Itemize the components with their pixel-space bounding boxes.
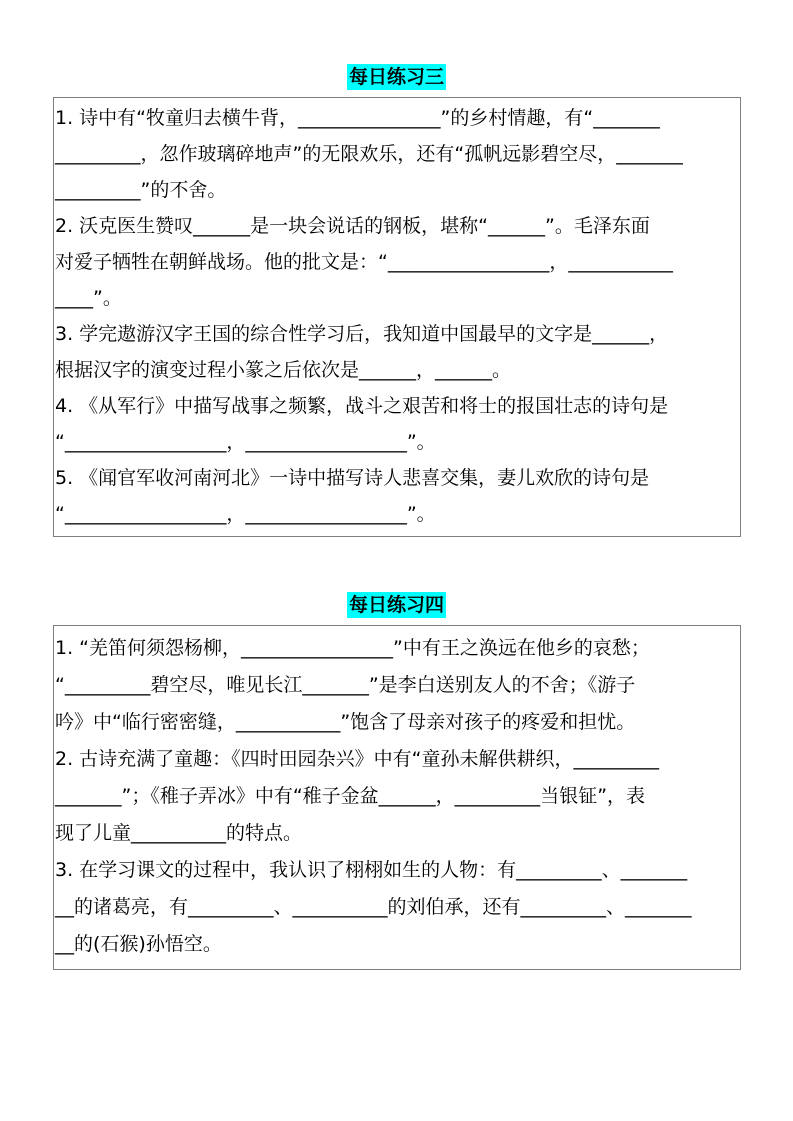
text-line: 1. 诗中有“牧童归去横牛背，_______________”的乡村情趣，有“_______ (55, 107, 660, 129)
text-line: _________，忽作玻璃碎地声”的无限欢乐，还有“孤帆远影碧空尽，_______ (55, 143, 683, 165)
text-line: 4. 《从军行》中描写战事之频繁，战斗之艰苦和将士的报国壮志的诗句是 (55, 395, 669, 417)
text-line: __的诸葛亮，有_________、__________的刘伯承，还有_________、_______ (55, 896, 692, 918)
text-line: 吟》中“临行密密缝，___________”饱含了母亲对孩子的疼爱和担忧。 (55, 711, 636, 733)
text-line: ____”。 (55, 287, 122, 309)
text-line: 2. 古诗充满了童趣：《四时田园杂兴》中有“童孙未解供耕织，_________ (55, 748, 660, 770)
section4-box (53, 625, 741, 970)
text-line: _________”的不舍。 (55, 179, 227, 201)
section3-title-text: 每日练习三 (348, 66, 444, 88)
text-line: 3. 在学习课文的过程中，我认识了栩栩如生的人物：有_________、_______ (55, 859, 688, 881)
text-line: 2. 沃克医生赞叹______是一块会说话的钢板，堪称“______”。毛泽东面 (55, 215, 650, 237)
text-line: 5. 《闻官军收河南河北》一诗中描写诗人悲喜交集，妻儿欢欣的诗句是 (55, 467, 650, 489)
text-line: “_________________，_________________”。 (55, 503, 436, 525)
text-line: “_________碧空尽，唯见长江_______”是李白送别友人的不舍；《游子 (55, 674, 636, 696)
section4-title (0, 590, 793, 617)
section3-title (0, 62, 793, 89)
text-line: __的(石猴)孙悟空。 (55, 933, 222, 955)
text-line: 现了儿童__________的特点。 (55, 822, 303, 844)
section4-title-text: 每日练习四 (348, 594, 444, 616)
text-line: 根据汉字的演变过程小篆之后依次是______，______。 (55, 359, 512, 381)
text-line: “_________________，_________________”。 (55, 431, 436, 453)
text-line: 对爱子牺牲在朝鲜战场。他的批文是：“_________________，___________ (55, 251, 673, 273)
section3-box (53, 97, 741, 537)
text-line: _______”；《稚子弄冰》中有“稚子金盆______，_________当银钲”，表 (55, 785, 646, 807)
text-line: 3. 学完遨游汉字王国的综合性学习后，我知道中国最早的文字是______， (55, 323, 669, 345)
text-line: 1. “羌笛何须怨杨柳，________________”中有王之涣远在他乡的哀愁； (55, 637, 650, 659)
